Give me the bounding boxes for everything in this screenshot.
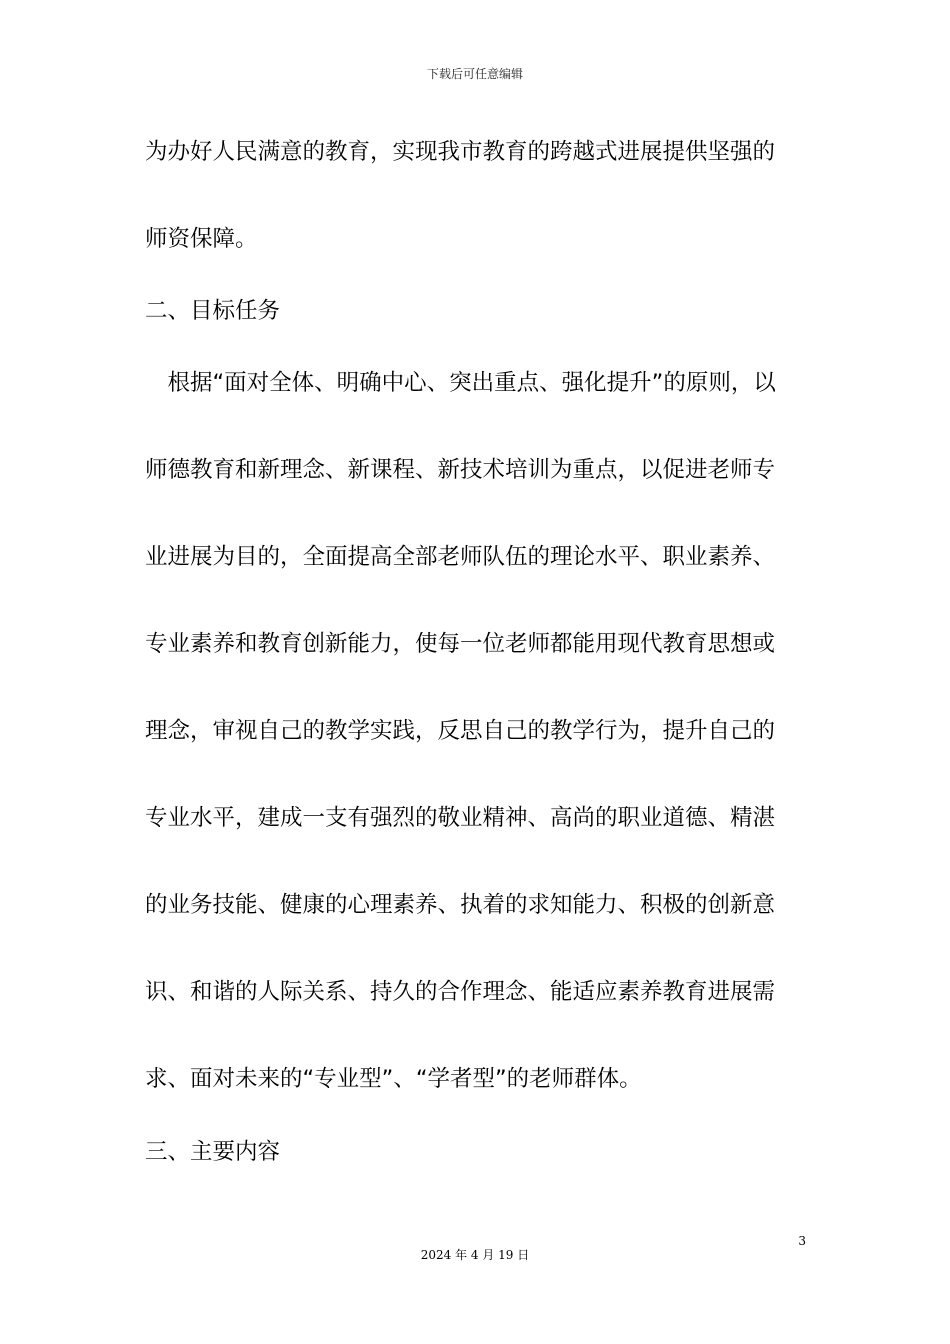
page-number: 3 [798,1234,806,1248]
body-line-6: 业进展为目的，全面提高全部老师队伍的理论水平、职业素养、 [145,544,776,570]
section-heading-main-content: 三、主要内容 [145,1139,281,1165]
body-line-8: 理念，审视自己的教学实践，反思自己的教学行为，提升自己的 [145,718,776,744]
page-header: 下载后可任意编辑 [426,67,523,81]
body-line-11: 识、和谐的人际关系、持久的合作理念、能适应素养教育进展需 [145,979,776,1005]
body-line-2: 师资保障。 [145,226,258,252]
body-line-1: 为办好人民满意的教育，实现我市教育的跨越式进展提供坚强的 [145,139,776,165]
body-line-9: 专业水平，建成一支有强烈的敬业精神、高尚的职业道德、精湛 [145,805,776,831]
body-line-7: 专业素养和教育创新能力，使每一位老师都能用现代教育思想或 [145,631,776,657]
page-footer-date: 2024 年 4 月 19 日 [420,1248,530,1262]
body-line-5: 师德教育和新理念、新课程、新技术培训为重点，以促进老师专 [145,457,776,483]
body-line-10: 的业务技能、健康的心理素养、执着的求知能力、积极的创新意 [145,892,776,918]
body-line-12: 求、面对未来的“专业型”、“学者型”的老师群体。 [145,1066,642,1092]
section-heading-objectives: 二、目标任务 [145,298,281,324]
body-line-4: 根据“面对全体、明确中心、突出重点、强化提升”的原则，以 [145,370,776,396]
